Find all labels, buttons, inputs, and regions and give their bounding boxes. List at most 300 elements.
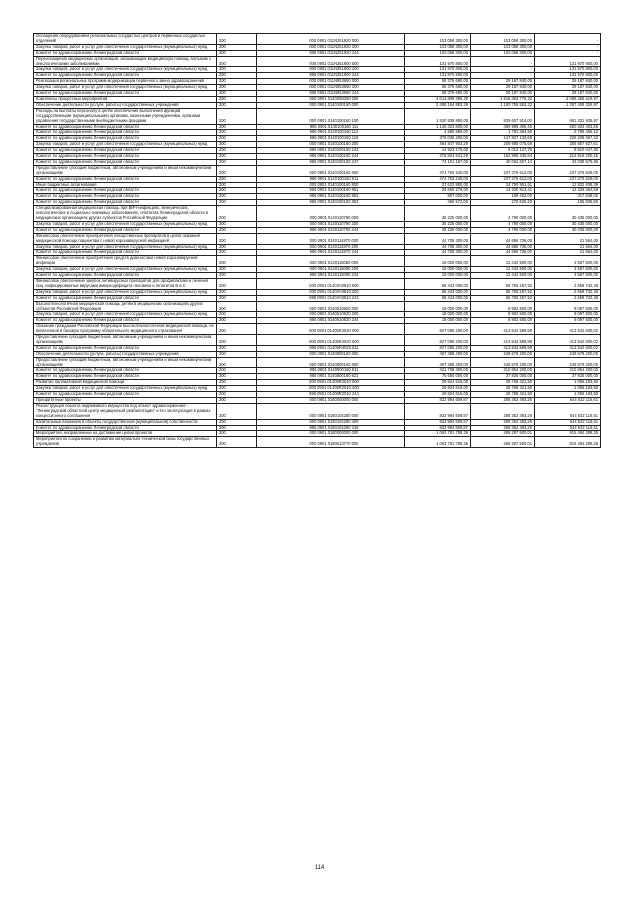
- cell-csr: 000 0901 011N351900 200: [257, 67, 405, 73]
- cell-name: Предоставление субсидий бюджетным, автономным учреждениям и иным некоммерческим организациям: [34, 357, 217, 368]
- cell-csr: 986 0901 01408R2010 244: [257, 392, 405, 398]
- cell-v1: 75 650 000,00: [405, 374, 471, 380]
- table-row: [34, 91, 601, 97]
- cell-csr: 000 0901 0160000000 000: [257, 398, 405, 404]
- cell-csr: 986 0901 0140110790 244: [257, 227, 405, 233]
- cell-v2: 189 402,00: [471, 194, 535, 200]
- cell-csr: 000 0901 0140000000 000: [257, 96, 405, 102]
- cell-v3: 1 056 193,50: [535, 386, 601, 392]
- cell-code: 200: [217, 91, 257, 97]
- cell-code: 200: [217, 142, 257, 148]
- cell-v3: 413 542 600,02: [535, 345, 601, 351]
- cell-name: Закупка товаров, работ и услуг для обеспечения государственных (муниципальных) нужд: [34, 289, 217, 295]
- cell-name: Иные бюджетные ассигнования: [34, 182, 217, 188]
- cell-csr: 986 0901 0140800160 621: [257, 374, 405, 380]
- cell-code: 200: [217, 79, 257, 85]
- cell-v1: 103 058 300,00: [405, 34, 471, 45]
- cell-v3: 9 097 500,00: [535, 301, 601, 312]
- table-row: [34, 273, 601, 279]
- budget-table: [33, 33, 601, 448]
- cell-v1: 827 085 200,00: [405, 324, 471, 335]
- cell-v1: 4 014 809 396,29: [405, 96, 471, 102]
- cell-csr: 986 0901 01405R4020 611: [257, 345, 405, 351]
- cell-csr: 986 0901 0140100160 851: [257, 188, 405, 194]
- cell-csr: 986 0901 01404Ч3810 244: [257, 295, 405, 301]
- table-row: [34, 244, 601, 250]
- cell-name: Комитет по здравоохранению Ленинградской области: [34, 295, 217, 301]
- cell-name: Комитет по здравоохранению Ленинградской области: [34, 176, 217, 182]
- cell-v3: 12 832 938,39: [535, 182, 601, 188]
- cell-csr: 986 0901 011N953650 244: [257, 91, 405, 97]
- cell-v1: 827 085 200,00: [405, 345, 471, 351]
- cell-name: Переоснащение медицинских организаций, оказывающих медицинскую помощь больным с онкологическими заболеваниями: [34, 56, 217, 67]
- cell-v1: 131 970 800,00: [405, 56, 471, 67]
- cell-v1: 58 443 000,00: [405, 278, 471, 289]
- cell-v2: 103 058 300,00: [471, 44, 535, 50]
- cell-name: Оснащение оборудованием региональных сосудистых центров и первичных сосудистых отделений: [34, 34, 217, 45]
- table-row: [34, 335, 601, 346]
- cell-v2: 8 902 500,00: [471, 301, 535, 312]
- cell-name: Высокотехнологичная медицинская помощь детям в медицинских организациях других субъектов Российской Федерации: [34, 301, 217, 312]
- cell-name: Комитет по здравоохранению Ленинградской области: [34, 130, 217, 136]
- cell-v2: 288 297 500,01: [471, 431, 535, 437]
- cell-v2: 1 916 353 776,32: [471, 96, 535, 102]
- cell-code: 200: [217, 301, 257, 312]
- cell-code: 200: [217, 136, 257, 142]
- cell-code: 200: [217, 374, 257, 380]
- cell-v1: 1 063 781 788,36: [405, 431, 471, 437]
- cell-name: Закупка товаров, работ и услуг для обеспечения государственных (муниципальных) нужд: [34, 267, 217, 273]
- cell-code: 200: [217, 250, 257, 256]
- cell-v3: 12 329 364,59: [535, 188, 601, 194]
- cell-csr: 986 0901 0140100160 111: [257, 124, 405, 130]
- cell-code: 200: [217, 73, 257, 79]
- cell-code: 200: [217, 357, 257, 368]
- cell-code: 200: [217, 273, 257, 279]
- cell-v3: 413 542 600,02: [535, 324, 601, 335]
- table-row: [34, 318, 601, 324]
- cell-v2: 8 902 500,00: [471, 318, 535, 324]
- cell-name: Оказание гражданам Российской Федерации высокотехнологичной медицинской помощи, не включенной в базовую программу обязательного медицинского страхования: [34, 324, 217, 335]
- cell-code: 200: [217, 96, 257, 102]
- cell-csr: 986 0901 0140510820 244: [257, 318, 405, 324]
- cell-v1: 18 000 000,00: [405, 318, 471, 324]
- cell-v2: 248 679 200,00: [471, 357, 535, 368]
- cell-v2: 288 362 493,26: [471, 419, 535, 425]
- cell-v2: 29 187 840,00: [471, 85, 535, 91]
- cell-code: 200: [217, 289, 257, 295]
- cell-v1: 456 572,00: [405, 200, 471, 206]
- cell-code: 200: [217, 44, 257, 50]
- cell-v1: 832 994 609,87: [405, 398, 471, 404]
- cell-name: Финансовое обеспечение закупок антивирусных препаратов для профилактики и лечения лиц, инфицированных вирусами иммунодефицита человека и гепатитов В и С: [34, 278, 217, 289]
- cell-csr: 000 0901 0180613770 000: [257, 437, 405, 448]
- table-row: [34, 154, 601, 160]
- cell-v2: 162 905 340,84: [471, 154, 535, 160]
- cell-v3: 30 435 000,00: [535, 221, 601, 227]
- cell-v3: -: [535, 34, 601, 45]
- table-row: [34, 79, 601, 85]
- cell-csr: 000 0901 0140110790 000: [257, 206, 405, 222]
- cell-v1: 832 994 609,87: [405, 419, 471, 425]
- cell-v3: 1 387 409 329,97: [535, 102, 601, 108]
- cell-v1: 58 443 000,00: [405, 295, 471, 301]
- table-row: [34, 176, 601, 182]
- cell-code: 200: [217, 398, 257, 404]
- cell-code: 200: [217, 318, 257, 324]
- cell-csr: 986 0901 0140114870 244: [257, 250, 405, 256]
- cell-csr: 000 0901 01408R2010 200: [257, 386, 405, 392]
- cell-v2: 44 686 736,00: [471, 244, 535, 250]
- table-row: [34, 374, 601, 380]
- cell-code: 200: [217, 34, 257, 45]
- cell-v3: 237 376 628,00: [535, 176, 601, 182]
- cell-v3: 248 679 200,00: [535, 351, 601, 357]
- cell-v2: 4 790 000,00: [471, 221, 535, 227]
- table-row: [34, 44, 601, 50]
- table-row: [34, 289, 601, 295]
- cell-v2: 4 790 000,00: [471, 206, 535, 222]
- cell-v2: 288 362 493,26: [471, 425, 535, 431]
- table-row: [34, 188, 601, 194]
- cell-v3: 29 187 840,00: [535, 85, 601, 91]
- cell-v1: 2 488 164 883,29: [405, 102, 471, 108]
- cell-code: 200: [217, 368, 257, 374]
- cell-code: 200: [217, 419, 257, 425]
- cell-name: Специализированная медицинская помощь при ВИЧ-инфекциях, венерических, онкологических и социально значимых заболеваниях, гепатитах Ленинградской области в медицинских организациях других субъектов Российской Федерации: [34, 206, 217, 222]
- cell-csr: 000 0901 0160104280 000: [257, 403, 405, 419]
- cell-v1: 35 225 000,00: [405, 206, 471, 222]
- cell-v1: 16 000 000,00: [405, 267, 471, 273]
- cell-v3: 228 208 067,32: [535, 136, 601, 142]
- cell-csr: 986 0901 0140100160 242: [257, 148, 405, 154]
- table-row: [34, 85, 601, 91]
- cell-name: Реконструкция объекта недвижимого имущества под объект здравоохранения - "Ленинградский областной центр медицинской реабилитации" и его эксплуатация в рамках концессионного соглашения: [34, 403, 217, 419]
- cell-v1: 375 824 541,29: [405, 154, 471, 160]
- table-row: [34, 392, 601, 398]
- cell-code: 200: [217, 431, 257, 437]
- cell-v1: 14 922 175,00: [405, 148, 471, 154]
- cell-v3: 131 970 800,00: [535, 56, 601, 67]
- cell-v2: 6 012 127,70: [471, 148, 535, 154]
- cell-name: Комплексы процессных мероприятий: [34, 96, 217, 102]
- cell-v1: 507 000,00: [405, 194, 471, 200]
- cell-name: Комитет по здравоохранению Ленинградской области: [34, 345, 217, 351]
- cell-v1: 27 623 850,00: [405, 182, 471, 188]
- cell-v3: 237 376 628,00: [535, 165, 601, 176]
- cell-v1: 29 824 615,00: [405, 386, 471, 392]
- cell-v1: 16 000 000,00: [405, 273, 471, 279]
- cell-v1: 832 994 609,87: [405, 403, 471, 419]
- cell-csr: 000 0901 0140115080 200: [257, 267, 405, 273]
- cell-v3: 413 542 600,02: [535, 335, 601, 346]
- cell-v1: 131 970 800,00: [405, 67, 471, 73]
- cell-v1: 44 708 300,00: [405, 250, 471, 256]
- cell-csr: 000 0901 011N953650 200: [257, 85, 405, 91]
- cell-v2: 208 980 075,68: [471, 142, 535, 148]
- cell-v2: 288 362 493,26: [471, 403, 535, 419]
- cell-csr: 000 0901 0140100160 800: [257, 182, 405, 188]
- cell-v1: 832 994 609,87: [405, 425, 471, 431]
- cell-name: Комитет по здравоохранению Ленинградской области: [34, 124, 217, 130]
- cell-v3: 1 056 193,50: [535, 392, 601, 398]
- cell-code: 200: [217, 256, 257, 267]
- table-row: [34, 165, 601, 176]
- cell-v2: 147 827 132,68: [471, 136, 535, 142]
- page-number: 114: [314, 865, 325, 871]
- cell-v2: 44 686 736,00: [471, 233, 535, 244]
- cell-v2: -: [471, 73, 535, 79]
- cell-csr: 000 0901 011N251920 000: [257, 34, 405, 45]
- cell-v1: 35 225 000,00: [405, 221, 471, 227]
- cell-v2: 237 376 612,00: [471, 165, 535, 176]
- cell-code: 200: [217, 312, 257, 318]
- cell-code: 200: [217, 403, 257, 419]
- table-row: [34, 142, 601, 148]
- cell-csr: 000 0901 011N251920 200: [257, 44, 405, 50]
- cell-csr: 000 0901 0160104280 400: [257, 419, 405, 425]
- cell-code: 200: [217, 194, 257, 200]
- cell-v3: 2 098 455 619,97: [535, 96, 601, 102]
- cell-code: 200: [217, 227, 257, 233]
- cell-code: 200: [217, 244, 257, 250]
- cell-csr: 986 0901 0140100160 244: [257, 154, 405, 160]
- cell-code: 200: [217, 108, 257, 124]
- cell-v3: 29 187 840,00: [535, 79, 601, 85]
- cell-v3: 21 564,00: [535, 250, 601, 256]
- table-row: [34, 386, 601, 392]
- cell-v3: 9 097 500,00: [535, 318, 601, 324]
- table-row: [34, 368, 601, 374]
- cell-code: 200: [217, 386, 257, 392]
- cell-v1: 58 375 680,00: [405, 85, 471, 91]
- cell-name: Мероприятия, направленные на достижение целей проектов: [34, 431, 217, 437]
- cell-name: Комитет по здравоохранению Ленинградской области: [34, 392, 217, 398]
- table-row: [34, 267, 601, 273]
- cell-code: 200: [217, 182, 257, 188]
- table-row: [34, 56, 601, 67]
- cell-csr: 000 0901 0140510820 000: [257, 301, 405, 312]
- cell-v3: 317 638,00: [535, 194, 601, 200]
- cell-name: Закупка товаров, работ и услуг для обеспечения государственных (муниципальных) нужд: [34, 244, 217, 250]
- cell-name: Комитет по здравоохранению Ленинградской области: [34, 250, 217, 256]
- cell-csr: 000 0901 011N953650 000: [257, 79, 405, 85]
- cell-v1: 29 824 615,00: [405, 380, 471, 386]
- cell-csr: 000 0901 0140800160 600: [257, 357, 405, 368]
- cell-v2: 270 636,20: [471, 200, 535, 206]
- table-row: [34, 221, 601, 227]
- cell-v3: 131 970 800,00: [535, 67, 601, 73]
- cell-code: 200: [217, 233, 257, 244]
- cell-code: 200: [217, 351, 257, 357]
- cell-v2: 4 790 000,00: [471, 227, 535, 233]
- cell-v2: 1 791 384,50: [471, 130, 535, 136]
- cell-v3: 2 659 732,48: [535, 295, 601, 301]
- cell-v2: 28 768 421,50: [471, 392, 535, 398]
- cell-v2: 14 790 951,61: [471, 182, 535, 188]
- cell-code: 200: [217, 324, 257, 335]
- cell-csr: 000 0901 0140100160 200: [257, 142, 405, 148]
- cell-v1: 1 063 781 788,36: [405, 437, 471, 448]
- cell-csr: 986 0901 0140800160 611: [257, 368, 405, 374]
- cell-csr: 986 0901 0140100160 247: [257, 159, 405, 165]
- cell-csr: 000 0901 0140800160 000: [257, 351, 405, 357]
- cell-csr: 000 0901 01408R2010 000: [257, 380, 405, 386]
- table-row: [34, 50, 601, 56]
- cell-code: 200: [217, 335, 257, 346]
- table-row: [34, 200, 601, 206]
- cell-v3: 544 632 116,61: [535, 419, 601, 425]
- cell-v2: 55 783 267,52: [471, 289, 535, 295]
- cell-v3: 544 632 116,61: [535, 425, 601, 431]
- cell-v3: 30 435 000,00: [535, 206, 601, 222]
- cell-v1: 44 708 300,00: [405, 233, 471, 244]
- cell-v3: 8 910 047,30: [535, 148, 601, 154]
- cell-code: 200: [217, 392, 257, 398]
- cell-v1: 58 443 000,00: [405, 289, 471, 295]
- cell-v1: 18 000 000,00: [405, 312, 471, 318]
- cell-v2: 28 768 421,50: [471, 386, 535, 392]
- table-row: [34, 403, 601, 419]
- cell-name: Комитет по здравоохранению Ленинградской области: [34, 425, 217, 431]
- cell-v3: 21 564,00: [535, 244, 601, 250]
- cell-v3: 29 187 840,00: [535, 91, 601, 97]
- cell-csr: 986 0901 011N251920 244: [257, 50, 405, 56]
- cell-v3: 3 557 500,00: [535, 256, 601, 267]
- budget-table-body: [34, 34, 601, 448]
- cell-v2: 839 607 914,03: [471, 108, 535, 124]
- table-row: [34, 312, 601, 318]
- cell-v2: 12 442 500,00: [471, 273, 535, 279]
- cell-csr: 986 0901 0140100160 852: [257, 194, 405, 200]
- cell-v2: 1 100 755 553,32: [471, 102, 535, 108]
- table-row: [34, 345, 601, 351]
- cell-v3: 1 056 193,50: [535, 380, 601, 386]
- cell-csr: 000 0901 01405R4020 000: [257, 324, 405, 335]
- table-row: [34, 419, 601, 425]
- cell-csr: 000 0901 0140100160 100: [257, 108, 405, 124]
- cell-csr: 986 0901 011N351900 244: [257, 73, 405, 79]
- table-row: [34, 148, 601, 154]
- cell-v2: 8 902 500,00: [471, 312, 535, 318]
- cell-v2: 210 854 200,00: [471, 368, 535, 374]
- cell-name: Закупка товаров, работ и услуг для обеспечения государственных (муниципальных) нужд: [34, 386, 217, 392]
- cell-v3: 544 632 116,61: [535, 403, 601, 419]
- cell-v3: 681 331 935,97: [535, 108, 601, 124]
- table-row: [34, 357, 601, 368]
- table-row: [34, 295, 601, 301]
- cell-csr: 000 0901 01404Ч3810 200: [257, 289, 405, 295]
- cell-name: Комитет по здравоохранению Ленинградской области: [34, 368, 217, 374]
- cell-v2: 248 679 200,00: [471, 351, 535, 357]
- cell-code: 200: [217, 124, 257, 130]
- cell-v3: -: [535, 44, 601, 50]
- cell-v1: 827 085 200,00: [405, 335, 471, 346]
- table-row: [34, 206, 601, 222]
- cell-code: 200: [217, 345, 257, 351]
- cell-name: Комитет по здравоохранению Ленинградской области: [34, 50, 217, 56]
- cell-v1: 103 058 300,00: [405, 50, 471, 56]
- cell-code: 200: [217, 154, 257, 160]
- cell-v2: 413 542 599,98: [471, 345, 535, 351]
- cell-v3: 30 435 000,00: [535, 227, 601, 233]
- cell-v2: -: [471, 67, 535, 73]
- cell-v2: -: [471, 56, 535, 67]
- cell-code: 200: [217, 221, 257, 227]
- cell-v2: 55 783 267,52: [471, 278, 535, 289]
- cell-code: 200: [217, 425, 257, 431]
- cell-csr: 000 0901 0140100160 000: [257, 102, 405, 108]
- cell-name: Комитет по здравоохранению Ленинградской области: [34, 91, 217, 97]
- cell-v3: 21 564,00: [535, 233, 601, 244]
- cell-code: 200: [217, 50, 257, 56]
- cell-name: Финансовое обеспечение приобретения средств диагностики новой коронавирусной инфекции: [34, 256, 217, 267]
- cell-csr: 986 0901 0140115080 244: [257, 273, 405, 279]
- cell-csr: 000 0901 0140100160 600: [257, 165, 405, 176]
- cell-name: Комитет по здравоохранению Ленинградской области: [34, 148, 217, 154]
- cell-v2: 103 058 300,00: [471, 50, 535, 56]
- cell-v3: 544 632 116,61: [535, 398, 601, 404]
- cell-csr: 000 0901 0140114870 200: [257, 244, 405, 250]
- table-row: [34, 380, 601, 386]
- cell-v1: 103 058 300,00: [405, 44, 471, 50]
- cell-csr: 000 0901 0140510820 200: [257, 312, 405, 318]
- cell-v2: 413 542 599,98: [471, 335, 535, 346]
- cell-v3: 248 679 200,00: [535, 357, 601, 368]
- cell-v3: -: [535, 50, 601, 56]
- cell-name: Реализация региональных программ модернизации первичного звена здравоохранения: [34, 79, 217, 85]
- table-row: [34, 301, 601, 312]
- cell-name: Комитет по здравоохранению Ленинградской области: [34, 159, 217, 165]
- cell-v3: 212 919 200,45: [535, 154, 601, 160]
- cell-code: 200: [217, 130, 257, 136]
- cell-code: 200: [217, 295, 257, 301]
- cell-name: Комитет по здравоохранению Ленинградской области: [34, 200, 217, 206]
- cell-name: Капитальные вложения в объекты государственной (муниципальной) собственности: [34, 419, 217, 425]
- table-row: [34, 130, 601, 136]
- cell-v3: 210 854 200,00: [535, 368, 601, 374]
- cell-code: 200: [217, 267, 257, 273]
- cell-v3: 815 484 288,35: [535, 437, 601, 448]
- cell-csr: 000 0901 0180000000 000: [257, 431, 405, 437]
- cell-name: Закупка товаров, работ и услуг для обеспечения государственных (муниципальных) нужд: [34, 67, 217, 73]
- table-row: [34, 136, 601, 142]
- cell-name: Комитет по здравоохранению Ленинградской области: [34, 188, 217, 194]
- table-row: [34, 34, 601, 45]
- table-row: [34, 227, 601, 233]
- cell-csr: 986 0901 0160104280 415: [257, 425, 405, 431]
- cell-name: Обеспечение деятельности (услуги, работы) государственных учреждений: [34, 102, 217, 108]
- cell-v2: 37 825 000,00: [471, 374, 535, 380]
- cell-v3: 2 659 732,48: [535, 278, 601, 289]
- cell-csr: 000 0901 01405R4020 600: [257, 335, 405, 346]
- cell-code: 200: [217, 67, 257, 73]
- cell-v2: 44 686 736,00: [471, 250, 535, 256]
- cell-name: Комитет по здравоохранению Ленинградской области: [34, 227, 217, 233]
- cell-v2: 12 442 500,00: [471, 256, 535, 267]
- table-row: [34, 437, 601, 448]
- cell-v1: 497 358 400,00: [405, 357, 471, 368]
- table-row: [34, 233, 601, 244]
- cell-v2: 29 187 840,00: [471, 79, 535, 85]
- cell-code: 200: [217, 56, 257, 67]
- cell-v2: 103 058 300,00: [471, 34, 535, 45]
- cell-v1: 474 753 240,00: [405, 176, 471, 182]
- cell-code: 200: [217, 176, 257, 182]
- cell-name: Закупка товаров, работ и услуг для обеспечения государственных (муниципальных) нужд: [34, 85, 217, 91]
- cell-csr: 000 0901 01404Ч3810 000: [257, 278, 405, 289]
- cell-v1: 1 140 323 800,00: [405, 124, 471, 130]
